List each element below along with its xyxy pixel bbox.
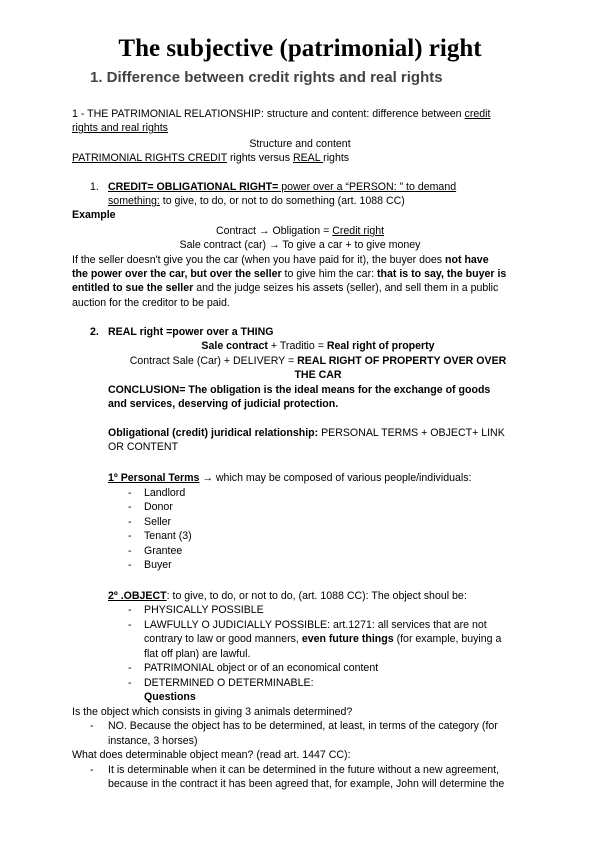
object-item-physical: PHYSICALLY POSSIBLE [144, 604, 264, 616]
dash-marker: - [128, 530, 132, 542]
dash-marker: - [128, 501, 132, 513]
question-1: Is the object which consists in giving 3 animals determined? [72, 706, 353, 718]
list-item: Seller [144, 516, 172, 528]
credit-para-2: the power over the car, but over the seller to give him the car: that is to say, the buyer is [72, 268, 507, 280]
credit-flow-2: Sale contract (car) → To give a car + to give money [179, 239, 421, 251]
section-heading: 1. Difference between credit rights and real rights [90, 69, 443, 86]
intro-line-1: 1 - THE PATRIMONIAL RELATIONSHIP: structure and content: difference between credit [72, 108, 491, 120]
object-item-lawful: LAWFULLY O JUDICIALLY POSSIBLE: art.1271: all services that are not [144, 619, 487, 631]
object-heading: 2º .OBJECT: to give, to do, or not to do, (art. 1088 CC): The object shoul be: [108, 590, 467, 602]
list-number: 1. [90, 181, 99, 193]
real-line-4: THE CAR [294, 369, 342, 381]
list-item: Tenant (3) [144, 530, 192, 542]
list-number: 2. [90, 326, 99, 338]
questions-label: Questions [144, 691, 196, 703]
answer-2-line-1: It is determinable when it can be determined in the future without a new agreement, [108, 764, 500, 776]
page-title: The subjective (patrimonial) right [118, 35, 482, 62]
dash-marker: - [128, 604, 132, 616]
list-item: Buyer [144, 559, 172, 571]
object-item-lawful-end: flat off plan) are lawful. [144, 648, 251, 660]
credit-para-4: auction for the creditor to be paid. [72, 297, 230, 309]
dash-marker: - [128, 516, 132, 528]
credit-link: credit [464, 108, 491, 120]
dash-marker: - [128, 545, 132, 557]
obligational-line-2: OR CONTENT [108, 441, 179, 453]
credit-line-2: something: to give, to do, or not to do something (art. 1088 CC) [108, 195, 405, 207]
answer-1-line-1: NO. Because the object has to be determined, at least, in terms of the category (for [108, 720, 498, 732]
intro-line-3: PATRIMONIAL RIGHTS CREDIT rights versus REAL rights [72, 152, 350, 164]
obligational-line-1: Obligational (credit) juridical relationship: PERSONAL TERMS + OBJECT+ LINK [108, 427, 505, 439]
dash-marker: - [90, 720, 94, 732]
real-line-3: Contract Sale (Car) + DELIVERY = REAL RIGHT OF PROPERTY OVER OVER [129, 355, 507, 367]
list-item: Grantee [144, 545, 183, 557]
real-line-2: Sale contract + Traditio = Real right of property [201, 340, 435, 352]
credit-heading: CREDIT= OBLIGATIONAL RIGHT= power over a “PERSON: ” to demand [108, 181, 457, 193]
dash-marker: - [128, 662, 132, 674]
conclusion-line-1: CONCLUSION= The obligation is the ideal means for the exchange of goods [108, 384, 491, 396]
dash-marker: - [128, 677, 132, 689]
list-item: Landlord [144, 487, 186, 499]
list-item: Donor [144, 501, 173, 513]
answer-1-line-2: instance, 3 horses) [108, 735, 198, 747]
dash-marker: - [128, 619, 132, 631]
credit-para-3: entitled to sue the seller and the judge seizes his assets (seller), and sell them in a public [72, 282, 499, 294]
question-2: What does determinable object mean? (read art. 1447 CC): [72, 749, 351, 761]
object-item-lawful-cont: contrary to law or good manners, even future things (for example, buying a [144, 633, 502, 645]
real-heading: REAL right =power over a THING [108, 326, 274, 338]
answer-2-line-2: because in the contract it has been agreed that, for example, John will determine the [108, 778, 505, 790]
intro-center: Structure and content [249, 138, 351, 150]
object-item-patrimonial: PATRIMONIAL object or of an economical content [144, 662, 379, 674]
object-item-determined: DETERMINED O DETERMINABLE: [144, 677, 314, 689]
dash-marker: - [90, 764, 94, 776]
credit-para-1: If the seller doesn't give you the car (when you have paid for it), the buyer does not have [72, 254, 489, 266]
example-label: Example [72, 209, 116, 221]
personal-terms-heading: 1º Personal Terms → which may be composed of various people/individuals: [108, 472, 472, 484]
conclusion-line-2: and services, deserving of judicial protection. [108, 398, 339, 410]
dash-marker: - [128, 487, 132, 499]
credit-flow-1: Contract → Obligation = Credit right [215, 225, 385, 237]
dash-marker: - [128, 559, 132, 571]
intro-line-2: rights and real rights [72, 122, 168, 134]
